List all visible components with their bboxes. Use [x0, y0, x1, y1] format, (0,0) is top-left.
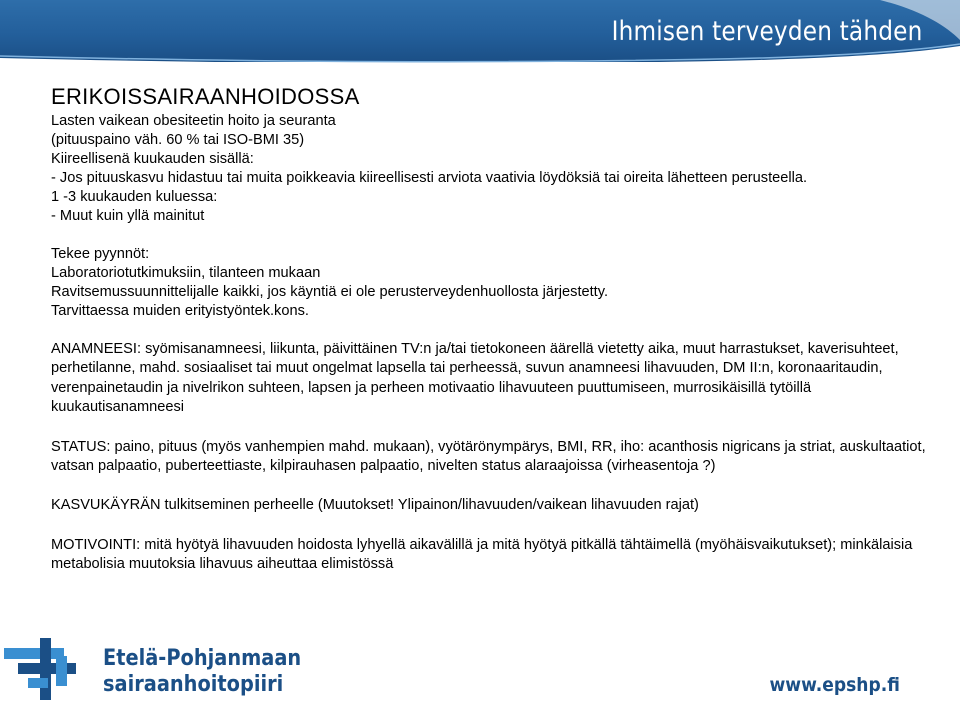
- motivointi-paragraph: MOTIVOINTI: mitä hyötyä lihavuuden hoidosta lyhyellä aikavälillä ja mitä hyötyä pitkällä tähtäimellä (myöhäisvaikutukset); minkälaisia metabolisia muutoksia lihavuus aiheuttaa elimistössä: [51, 536, 913, 573]
- text-line: Tarvittaessa muiden erityistyöntek.kons.: [51, 303, 309, 319]
- text-line: 1 -3 kuukauden kuluessa:: [51, 189, 218, 205]
- kasvukayran-paragraph: KASVUKÄYRÄN tulkitseminen perheelle (Muutokset! Ylipainon/lihavuuden/vaikean lihavuuden rajat): [51, 497, 699, 514]
- organization-logo-icon: [0, 636, 100, 702]
- text-line: - Muut kuin yllä mainitut: [51, 208, 205, 224]
- status-paragraph: STATUS: paino, pituus (myös vanhempien mahd. mukaan), vyötärönympärys, BMI, RR, iho: acanthosis nigricans ja striat, auskultaatiot, vatsan palpaatio, puberteettiaste, kilpirauhasen palpaatio, nivelten status alaraajoissa (virheasentoja ?): [51, 438, 926, 475]
- organization-name-line2: sairaanhoitopiiri: [103, 672, 284, 697]
- text-line: Tekee pyynnöt:: [51, 246, 150, 262]
- website-link[interactable]: www.epshp.fi: [769, 674, 900, 696]
- slide-content: [51, 84, 931, 575]
- anamneesi-paragraph: ANAMNEESI: syömisanamneesi, liikunta, päivittäinen TV:n ja/tai tietokoneen äärellä vietetty aika, muut harrastukset, kaverisuhteet, perhetilanne, mahd. sosiaaliset tai muut ongelmat lapsella tai perheessä, suvun anamneesi lihavuuden, DM II:n, koronaaritaudin, verenpainetaudin ja nivelrikon suhteen, lapsen ja perheen motivaatio lihavuuteen puuttumiseen, murrosikäisillä tytöillä kuukautisanamneesi: [51, 341, 899, 416]
- organization-name-line1: Etelä-Pohjanmaan: [103, 646, 302, 671]
- organization-name: [103, 646, 301, 698]
- text-line: Laboratoriotutkimuksiin, tilanteen mukaan: [51, 265, 321, 281]
- text-line: (pituuspaino väh. 60 % tai ISO-BMI 35): [51, 132, 305, 148]
- text-line: Kiireellisenä kuukauden sisällä:: [51, 151, 254, 167]
- text-line: Ravitsemussuunnittelijalle kaikki, jos käyntiä ei ole perusterveydenhuollosta järjestetty.: [51, 284, 608, 300]
- header-tagline: Ihmisen terveyden tähden: [611, 16, 922, 47]
- text-line: Lasten vaikean obesiteetin hoito ja seuranta: [51, 113, 336, 129]
- text-line: - Jos pituuskasvu hidastuu tai muita poikkeavia kiireellisesti arviota vaativia löydöksiä tai oireita lähetteen perusteella.: [51, 170, 808, 186]
- slide-title: ERIKOISSAIRAANHOIDOSSA: [51, 84, 360, 109]
